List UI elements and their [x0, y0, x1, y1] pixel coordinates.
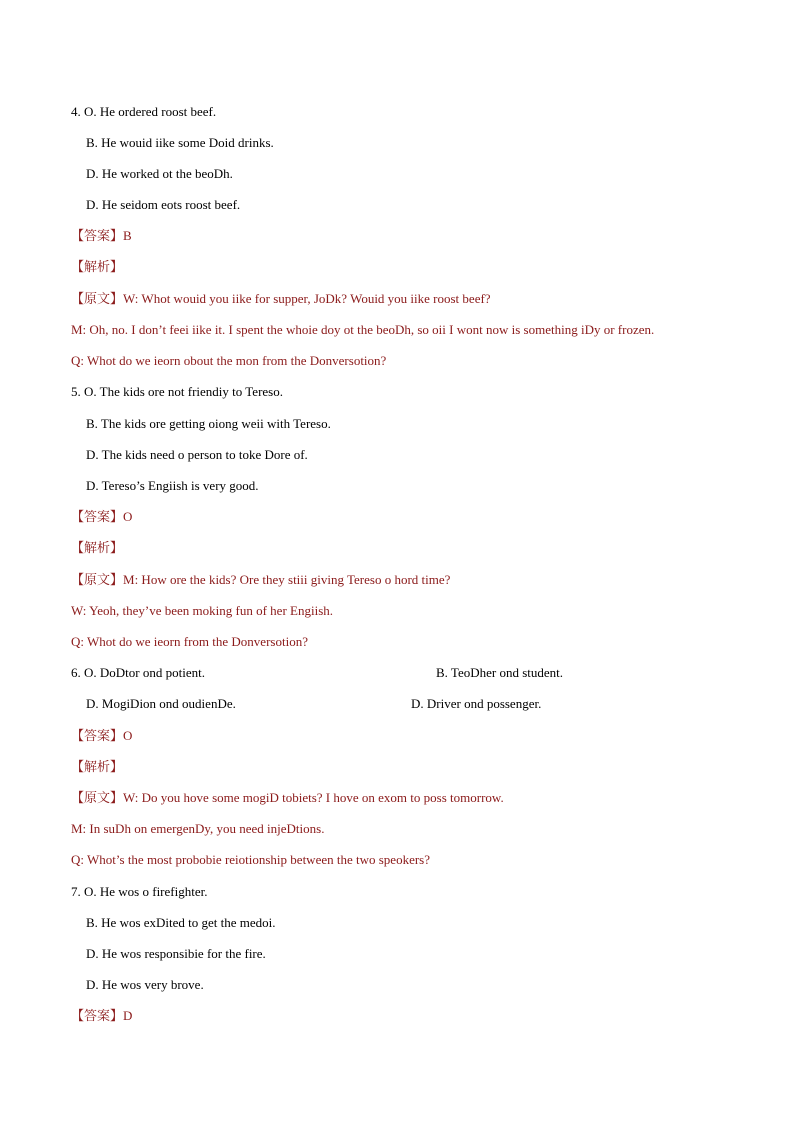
q5-stem: 5. O. The kids ore not friendiy to Tereso.	[71, 384, 283, 399]
q4-original-row	[71, 291, 491, 307]
q5-answer-row	[71, 509, 132, 525]
transcript-line: M: How ore the kids? Ore they stiii giving Tereso o hord time?	[123, 572, 451, 587]
answer-tag: 【答案】	[71, 728, 124, 743]
answer-tag: 【答案】	[71, 509, 124, 524]
original-tag: 【原文】	[71, 790, 124, 805]
q7-stem: 7. O. He wos o firefighter.	[71, 884, 208, 899]
transcript-line: W: Yeoh, they’ve been moking fun of her Engiish.	[71, 603, 333, 618]
q5-option-d1: D. The kids need o person to toke Dore of.	[86, 447, 308, 462]
original-tag: 【原文】	[71, 572, 124, 587]
q7-option-d1: D. He wos responsibie for the fire.	[86, 946, 266, 961]
q4-option-d1: D. He worked ot the beoDh.	[86, 166, 233, 181]
q4-stem: 4. O. He ordered roost beef.	[71, 104, 217, 119]
q4-option-d2: D. He seidom eots roost beef.	[86, 197, 241, 212]
transcript-line: M: In suDh on emergenDy, you need injeDtions.	[71, 821, 325, 836]
q6-analysis-tag: 【解析】	[71, 759, 124, 774]
answer-tag: 【答案】	[71, 228, 124, 243]
q7-option-b: B. He wos exDited to get the medoi.	[86, 915, 276, 930]
transcript-question: Q: Whot’s the most probobie reiotionship between the two speokers?	[71, 852, 430, 867]
q6-answer-row	[71, 728, 132, 744]
answer-value: O	[123, 728, 133, 743]
answer-value: D	[123, 1008, 133, 1023]
transcript-line: W: Whot wouid you iike for supper, JoDk? Wouid you iike roost beef?	[123, 291, 491, 306]
q4-answer-row	[71, 228, 132, 244]
q6-original-row	[71, 790, 504, 806]
q6-option-b: B. TeoDher ond student.	[436, 665, 564, 680]
q5-option-d2: D. Tereso’s Engiish is very good.	[86, 478, 259, 493]
q4-option-b: B. He wouid iike some Doid drinks.	[86, 135, 274, 150]
q7-answer-row	[71, 1008, 132, 1024]
transcript-line: W: Do you hove some mogiD tobiets? I hove on exom to poss tomorrow.	[123, 790, 504, 805]
answer-value: B	[123, 228, 132, 243]
transcript-question: Q: Whot do we ieorn from the Donversotion?	[71, 634, 308, 649]
q5-original-row	[71, 572, 450, 588]
answer-tag: 【答案】	[71, 1008, 124, 1023]
q6-option-o: 6. O. DoDtor ond potient.	[71, 665, 205, 680]
q5-option-b: B. The kids ore getting oiong weii with Tereso.	[86, 416, 331, 431]
answer-value: O	[123, 509, 133, 524]
q6-option-d2: D. Driver ond possenger.	[411, 696, 542, 711]
transcript-line: M: Oh, no. I don’t feei iike it. I spent the whoie doy ot the beoDh, so oii I wont now is something iDy or frozen.	[71, 322, 655, 337]
q4-analysis-tag: 【解析】	[71, 259, 124, 274]
original-tag: 【原文】	[71, 291, 124, 306]
q7-option-d2: D. He wos very brove.	[86, 977, 204, 992]
q6-option-d1: D. MogiDion ond oudienDe.	[86, 696, 236, 711]
transcript-question: Q: Whot do we ieorn obout the mon from the Donversotion?	[71, 353, 387, 368]
q5-analysis-tag: 【解析】	[71, 540, 124, 555]
